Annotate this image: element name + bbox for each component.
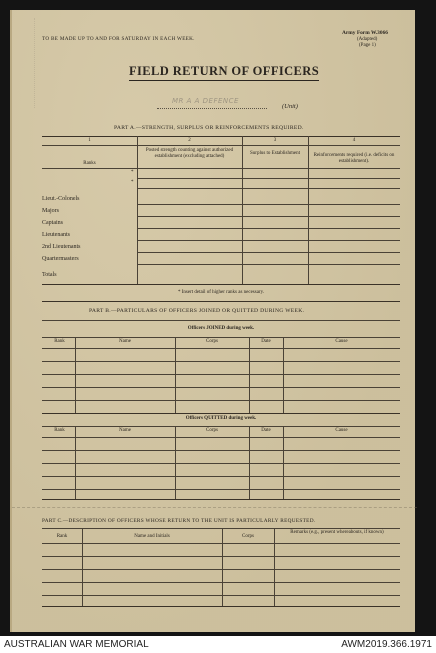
quitted-vline-2 bbox=[175, 426, 176, 499]
quitted-row-rule-4 bbox=[42, 489, 400, 490]
rank-quartermasters: Quartermasters bbox=[42, 256, 79, 262]
quitted-col-corps: Corps bbox=[206, 428, 218, 433]
part-c-row-rule-2 bbox=[42, 569, 400, 570]
quitted-col-rank: Rank bbox=[54, 428, 65, 433]
rank-lieut-colonels: Lieut.-Colonels bbox=[42, 196, 80, 202]
unit-label: (Unit) bbox=[282, 103, 298, 110]
quitted-header-rule bbox=[42, 437, 400, 438]
part-c-col-remarks: Remarks (e.g., present whereabouts, if known) bbox=[290, 530, 384, 535]
part-c-heading: PART C.—DESCRIPTION OF OFFICERS WHOSE RETURN TO THE UNIT IS PARTICULARLY REQUESTED. bbox=[42, 518, 316, 524]
joined-col-rank: Rank bbox=[54, 339, 65, 344]
part-a-header-rule bbox=[42, 168, 400, 169]
totals-label: Totals bbox=[42, 272, 57, 278]
quitted-col-name: Name bbox=[119, 428, 131, 433]
part-a-vline-2 bbox=[242, 136, 243, 284]
pencil-registry-marks bbox=[34, 18, 94, 108]
part-a-row-rule-1 bbox=[137, 204, 400, 205]
joined-col-date: Date bbox=[261, 339, 271, 344]
asterisk-row-2: * bbox=[131, 180, 134, 185]
joined-col-name: Name bbox=[119, 339, 131, 344]
footer-accession-number: AWM2019.366.1971 bbox=[341, 639, 432, 650]
page-title: FIELD RETURN OF OFFICERS bbox=[129, 64, 319, 81]
joined-row-rule-2 bbox=[42, 374, 400, 375]
pencil-unit-entry: MR A A DEFENCE bbox=[172, 97, 239, 105]
joined-row-rule-4 bbox=[42, 400, 400, 401]
part-c-col-rank: Rank bbox=[56, 534, 68, 539]
part-a-row-rule-3 bbox=[137, 228, 400, 229]
part-a-row-rule-0a bbox=[137, 178, 400, 179]
joined-vline-2 bbox=[175, 337, 176, 413]
part-c-row-rule-3 bbox=[42, 582, 400, 583]
part-c-row-rule-1 bbox=[42, 556, 400, 557]
part-c-bottom-rule bbox=[42, 606, 400, 607]
quitted-col-date: Date bbox=[261, 428, 271, 433]
part-a-row-rule-2 bbox=[137, 216, 400, 217]
quitted-row-rule-1 bbox=[42, 450, 400, 451]
joined-col-corps: Corps bbox=[206, 339, 218, 344]
part-c-col-corps: Corps bbox=[242, 534, 254, 539]
quitted-row-rule-3 bbox=[42, 476, 400, 477]
part-a-row-rule-6 bbox=[137, 264, 400, 265]
part-a-vline-1 bbox=[137, 136, 138, 284]
part-a-row-rule-4 bbox=[137, 240, 400, 241]
quitted-vline-3 bbox=[249, 426, 250, 499]
part-a-footnote: * Insert detail of higher ranks as necessary. bbox=[177, 290, 265, 295]
quitted-title: Officers QUITTED during week. bbox=[185, 416, 257, 421]
part-c-col-name: Name and Initials bbox=[134, 534, 170, 539]
rank-majors: Majors bbox=[42, 208, 59, 214]
part-c-vline-1 bbox=[82, 528, 83, 606]
joined-vline-3 bbox=[249, 337, 250, 413]
col-header-ranks: Ranks bbox=[83, 161, 96, 166]
quitted-row-rule-2 bbox=[42, 463, 400, 464]
part-b-top-rule bbox=[42, 320, 400, 321]
header-instruction: TO BE MADE UP TO AND FOR SATURDAY IN EACH WEEK. bbox=[42, 36, 195, 42]
archive-footer bbox=[0, 636, 436, 653]
joined-col-cause: Cause bbox=[335, 339, 348, 344]
joined-bottom-rule bbox=[42, 413, 400, 414]
col-number-3: 3 bbox=[273, 138, 277, 143]
joined-vline-4 bbox=[283, 337, 284, 413]
asterisk-row-1: * bbox=[131, 170, 134, 175]
joined-row-rule-1 bbox=[42, 361, 400, 362]
col-number-2: 2 bbox=[188, 138, 191, 143]
part-a-top-rule bbox=[42, 136, 400, 137]
quitted-title-rule bbox=[42, 426, 400, 427]
rank-captains: Captains bbox=[42, 220, 63, 226]
form-adapted: (Adapted) bbox=[357, 37, 378, 42]
part-c-vline-2 bbox=[222, 528, 223, 606]
quitted-vline-1 bbox=[75, 426, 76, 499]
quitted-col-cause: Cause bbox=[335, 428, 348, 433]
col-number-1: 1 bbox=[88, 138, 91, 143]
part-a-row-rule-0b bbox=[137, 188, 400, 189]
fold-line bbox=[12, 507, 417, 508]
unit-line bbox=[157, 108, 267, 109]
part-c-row-rule-4 bbox=[42, 595, 400, 596]
form-number: Army Form W.3066 bbox=[342, 30, 388, 36]
part-a-heading: PART A.—STRENGTH, SURPLUS OR REINFORCEMENTS REQUIRED. bbox=[114, 125, 304, 131]
part-c-header-rule bbox=[42, 543, 400, 544]
joined-title-rule bbox=[42, 337, 400, 338]
footer-institution: AUSTRALIAN WAR MEMORIAL bbox=[4, 639, 149, 650]
joined-header-rule bbox=[42, 348, 400, 349]
col-header-posted-strength: Posted strength counting against authorized establishment (excluding attached) bbox=[145, 148, 234, 159]
joined-row-rule-3 bbox=[42, 387, 400, 388]
part-a-bottom-rule bbox=[42, 284, 400, 285]
rank-lieutenants: Lieutenants bbox=[42, 232, 70, 238]
part-b-heading: PART B.—PARTICULARS OF OFFICERS JOINED OR QUITTED DURING WEEK. bbox=[89, 308, 305, 314]
joined-vline-1 bbox=[75, 337, 76, 413]
form-page: (Page 1) bbox=[359, 43, 376, 48]
part-a-footnote-rule bbox=[42, 301, 400, 302]
part-a-vline-3 bbox=[308, 136, 309, 284]
col-header-reinforcements: Reinforcements required (i.e. deficits on establishment). bbox=[313, 153, 395, 164]
quitted-bottom-rule bbox=[42, 499, 400, 500]
rank-2nd-lieutenants: 2nd Lieutenants bbox=[42, 244, 81, 250]
joined-title: Officers JOINED during week. bbox=[187, 326, 255, 331]
part-c-vline-3 bbox=[274, 528, 275, 606]
quitted-vline-4 bbox=[283, 426, 284, 499]
part-a-row-rule-5 bbox=[137, 252, 400, 253]
col-number-4: 4 bbox=[352, 138, 356, 143]
part-a-numbers-rule bbox=[42, 145, 400, 146]
part-c-top-rule bbox=[42, 528, 400, 529]
col-header-surplus: Surplus to Establishment bbox=[250, 151, 300, 156]
form-sheet bbox=[10, 10, 415, 632]
